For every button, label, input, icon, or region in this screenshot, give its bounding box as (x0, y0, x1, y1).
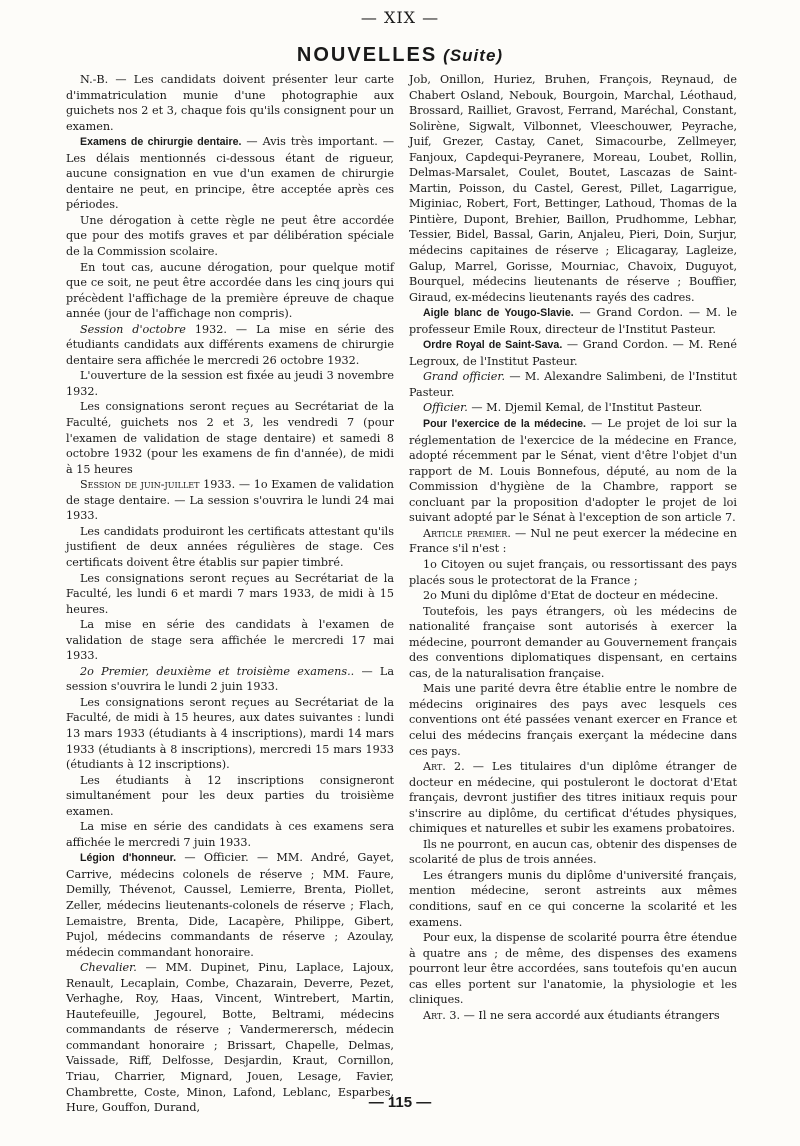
paragraph-lead: Officier. (423, 401, 468, 415)
paragraph-text: Les étudiants à 12 inscriptions consigneront simultanément pour les deux parties du troisième examen. (66, 773, 394, 818)
title-main: NOUVELLES (296, 44, 438, 66)
paragraph (409, 588, 737, 604)
paragraph-lead: Art. 2. (423, 760, 465, 774)
paragraph-text: — M. Djemil Kemal, de l'Institut Pasteur. (467, 401, 703, 415)
paragraph-text: Mais une parité devra être établie entre le nombre de médecins originaires des pays avec lesquels ces conventions ont été passées venant exercer en France et celui des médecins français exerçant la médecine dans ces pays. (409, 682, 737, 758)
section-title (0, 44, 800, 67)
paragraph (66, 571, 394, 618)
left-column (66, 72, 394, 1116)
paragraph-text: — Grand Cordon. — M. René Legroux, de l'Institut Pasteur. (409, 338, 737, 368)
paragraph-text: Les consignations seront reçues au Secrétariat de la Faculté, les lundi 6 et mardi 7 mars 1933, de midi à 15 heures. (66, 571, 394, 616)
paragraph-text: — Nul ne peut exercer la médecine en France s'il n'est : (409, 526, 737, 556)
paragraph (66, 524, 394, 571)
paragraph (409, 416, 737, 526)
paragraph-text: — Avis très important. — Les délais mentionnés ci-dessous étant de rigueur, aucune consignation en vue d'un examen de chirurgie dentaire ne peut, en principe, être acceptée après ces périodes. (66, 135, 395, 212)
paragraph-text: 2o Muni du diplôme d'Etat de docteur en médecine. (423, 589, 719, 603)
paragraph (66, 695, 394, 773)
paragraph-lead: Aigle blanc de Yougo-Slavie. (423, 307, 574, 320)
paragraph (66, 819, 394, 850)
paragraph-text: — Les titulaires d'un diplôme étranger de docteur en médecine, qui postuleront le doctorat d'Etat français, devront justifier des titres initiaux requis pour s'inscrire au diplôme, du certificat d'études physiques, chimiques et naturelles et subir les examens probatoires. (409, 760, 737, 836)
paragraph-text: — Le projet de loi sur la réglementation de l'exercice de la médecine en France, adopté récemment par le Sénat, vient d'être l'objet d'un rapport de M. Louis Bonnefous, député, au nom de la Commission d'hygiène de la Chambre, rapport se concluant par la proposition d'adopter le projet de loi suivant adopté par le Sénat à l'exception de son article 7. (409, 417, 737, 525)
paragraph (409, 837, 737, 868)
page-header-roman-numeral: — XIX — (360, 8, 440, 27)
paragraph (66, 72, 394, 134)
paragraph-lead: Légion d'honneur. (80, 852, 177, 865)
paragraph-text: — Grand Cordon. — M. le professeur Emile Roux, directeur de l'Institut Pasteur. (409, 306, 737, 336)
paragraph (409, 400, 737, 416)
paragraph (409, 930, 737, 1008)
paragraph-text: Une dérogation à cette règle ne peut être accordée que pour des motifs graves et par délibération spéciale de la Commission scolaire. (66, 213, 394, 259)
paragraph (66, 368, 394, 399)
paragraph (66, 477, 394, 524)
paragraph (66, 260, 394, 322)
paragraph (409, 681, 737, 759)
paragraph (409, 557, 737, 588)
paragraph-text: En tout cas, aucune dérogation, pour quelque motif que ce soit, ne peut être accordée dans les cinq jours qui précèdent l'affichage de la première épreuve de chaque année (jour de l'affichage non compris). (66, 260, 394, 321)
paragraph (409, 868, 737, 930)
paragraph-text: Pour eux, la dispense de scolarité pourra être étendue à quatre ans ; de même, des dispenses des examens pourront leur être accordées, sans toutefois qu'en aucun cas elles portent sur l'anatomie, la physiologie et les cliniques. (409, 931, 737, 1007)
paragraph (409, 337, 737, 369)
paragraph-lead: Examens de chirurgie dentaire. (80, 136, 242, 149)
paragraph-lead: Session de juin-juillet (80, 478, 200, 492)
paragraph-text: La mise en série des candidats à ces examens sera affichée le mercredi 7 juin 1933. (66, 820, 394, 849)
paragraph (66, 617, 394, 664)
paragraph-text: Les consignations seront reçues au Secrétariat de la Faculté, guichets nos 2 et 3, les vendredi 7 (pour l'examen de validation de stage dentaire) et samedi 8 octobre 1932 (pour les examens de fin d'année), de midi à 15 heures (66, 400, 394, 476)
paragraph-text: Toutefois, les pays étrangers, où les médecins de nationalité française sont autorisés à exercer la médecine, pourront demander au Gouvernement français des conventions diplomatiques dispensant, en certains cas, de la naturalisation française. (409, 604, 737, 680)
paragraph-text: — M. Alexandre Salimbeni, de l'Institut Pasteur. (409, 370, 737, 399)
paragraph-text: 1932. — La mise en série des étudiants candidats aux différents examens de chirurgie dentaire sera affichée le mercredi 26 octobre 1932. (66, 322, 394, 367)
paragraph-text: Les étrangers munis du diplôme d'université français, mention médecine, seront astreints aux mêmes conditions, sauf en ce qui concerne la scolarité et les examens. (409, 868, 737, 929)
paragraph-text: Ils ne pourront, en aucun cas, obtenir des dispenses de scolarité de plus de trois années. (409, 837, 737, 867)
paragraph-lead: Pour l'exercice de la médecine. (423, 418, 586, 431)
paragraph-lead: Art. 3. (423, 1008, 461, 1022)
paragraph (66, 664, 394, 695)
paragraph-lead: Chevalier. (80, 961, 137, 975)
paragraph (66, 322, 394, 369)
paragraph (66, 399, 394, 477)
paragraph (66, 213, 394, 260)
paragraph (66, 134, 394, 213)
paragraph (409, 604, 737, 682)
paragraph-text: — MM. Dupinet, Pinu, Laplace, Lajoux, Renault, Lecaplain, Combe, Chazarain, Deverre, Pezet, Verhaghe, Roy, Haas, Vincent, Wintrebert, Martin, Hautefeuille, Jegourel, Botte, Beltrami, médecins commandants de réserve ; Vandermerersch, médecin commandant honoraire ; Brissart, Chapelle, Delmas, Vaissade, Riff, Delfosse, Desjardin, Kraut, Cornillon, Triau, Charrier, Mignard, Jouen, Lesage, Favier, Chambrette, Coste, Minon, Lafond, Leblanc, Esparbes, Hure, Gouffon, Durand, (66, 961, 394, 1115)
title-suite: (Suite) (443, 46, 504, 65)
paragraph-text: L'ouverture de la session est fixée au jeudi 3 novembre 1932. (66, 369, 394, 398)
paragraph-text: — Il ne sera accordé aux étudiants étrangers (460, 1008, 720, 1022)
paragraph-text: Job, Onillon, Huriez, Bruhen, François, Reynaud, de Chabert Osland, Nebouk, Bourgoin, Marchal, Léothaud, Brossard, Railliet, Gravost, Ferrand, Maréchal, Constant, Solirène, Sigwalt, Vilbonnet, Vleeschouwer, Peyrache, Juif, Grezer, Castay, Canet, Simacourbe, Zellmeyer, Fanjoux, Capdequi-Peyranere, Moreau, Loubet, Rollin, Delmas-Marsalet, Coulet, Boutet, Lascazas de Saint-Martin, Poisson, du Castel, Gerest, Pillet, Lagarrigue, Miginiac, Robert, Fort, Bettinger, Lathoud, Thomas de la Pintière, Dupont, Brehier, Baillon, Prudhomme, Lebhar, Tessier, Bidel, Bassal, Garin, Anjaleu, Pieri, Doin, Surjur, médecins capitaines de réserve ; Elicagaray, Lagleize, Galup, Marrel, Gorisse, Mourniac, Chavoix, Duguyot, Bourquel, médecins lieutenants de réserve ; Bouffier, Giraud, ex-médecins lieutenants rayés des cadres. (409, 73, 737, 304)
paragraph (66, 850, 394, 960)
paragraph-lead: 2o Premier, deuxième et troisième examens.. (80, 664, 355, 678)
paragraph (409, 72, 737, 305)
paragraph-text: 1933. — 1o Examen de validation de stage dentaire. — La session s'ouvrira le lundi 24 mai 1933. (66, 478, 394, 523)
paragraph (409, 1008, 737, 1024)
paragraph-lead: Grand officier. (423, 370, 506, 384)
paragraph-text: 1o Citoyen ou sujet français, ou ressortissant des pays placés sous le protectorat de la France ; (409, 557, 737, 587)
paragraph-text: Les candidats produiront les certificats attestant qu'ils justifient de deux années régulières de stage. Ces certificats doivent être établis sur papier timbré. (66, 524, 394, 569)
paragraph (409, 526, 737, 557)
paragraph-text: La mise en série des candidats à l'examen de validation de stage sera affichée le mercredi 17 mai 1933. (66, 618, 394, 663)
paragraph (409, 759, 737, 837)
page-number: — 115 — (368, 1094, 432, 1111)
right-column (409, 72, 737, 1023)
paragraph-lead: Session d'octobre (80, 322, 186, 336)
paragraph-text: — Officier. — MM. André, Gayet, Carrive, médecins colonels de réserve ; MM. Faure, Demilly, Thévenot, Caussel, Lemierre, Brenta, Piollet, Zeller, médecins lieutenants-colonels de réserve ; Flach, Lemaistre, Brenta, Dide, Lacapère, Philippe, Gibert, Pujol, médecins commandants de réserve ; Azoulay, médecin commandant honoraire. (66, 851, 394, 959)
paragraph (409, 305, 737, 337)
paragraph-text: N.-B. — Les candidats doivent présenter leur carte d'immatriculation munie d'une photographie aux guichets nos 2 et 3, chaque fois qu'ils consignent pour un examen. (66, 73, 394, 133)
paragraph-text: — La session s'ouvrira le lundi 2 juin 1933. (66, 664, 394, 694)
paragraph (66, 960, 394, 1115)
paragraph (409, 369, 737, 400)
paragraph (66, 773, 394, 820)
paragraph-text: Les consignations seront reçues au Secrétariat de la Faculté, de midi à 15 heures, aux dates suivantes : lundi 13 mars 1933 (étudiants à 4 inscriptions), mardi 14 mars 1933 (étudiants à 8 inscriptions), mercredi 15 mars 1933 (étudiants à 12 inscriptions). (66, 695, 394, 772)
paragraph-lead: Article premier. (423, 526, 511, 540)
paragraph-lead: Ordre Royal de Saint-Sava. (423, 339, 563, 352)
